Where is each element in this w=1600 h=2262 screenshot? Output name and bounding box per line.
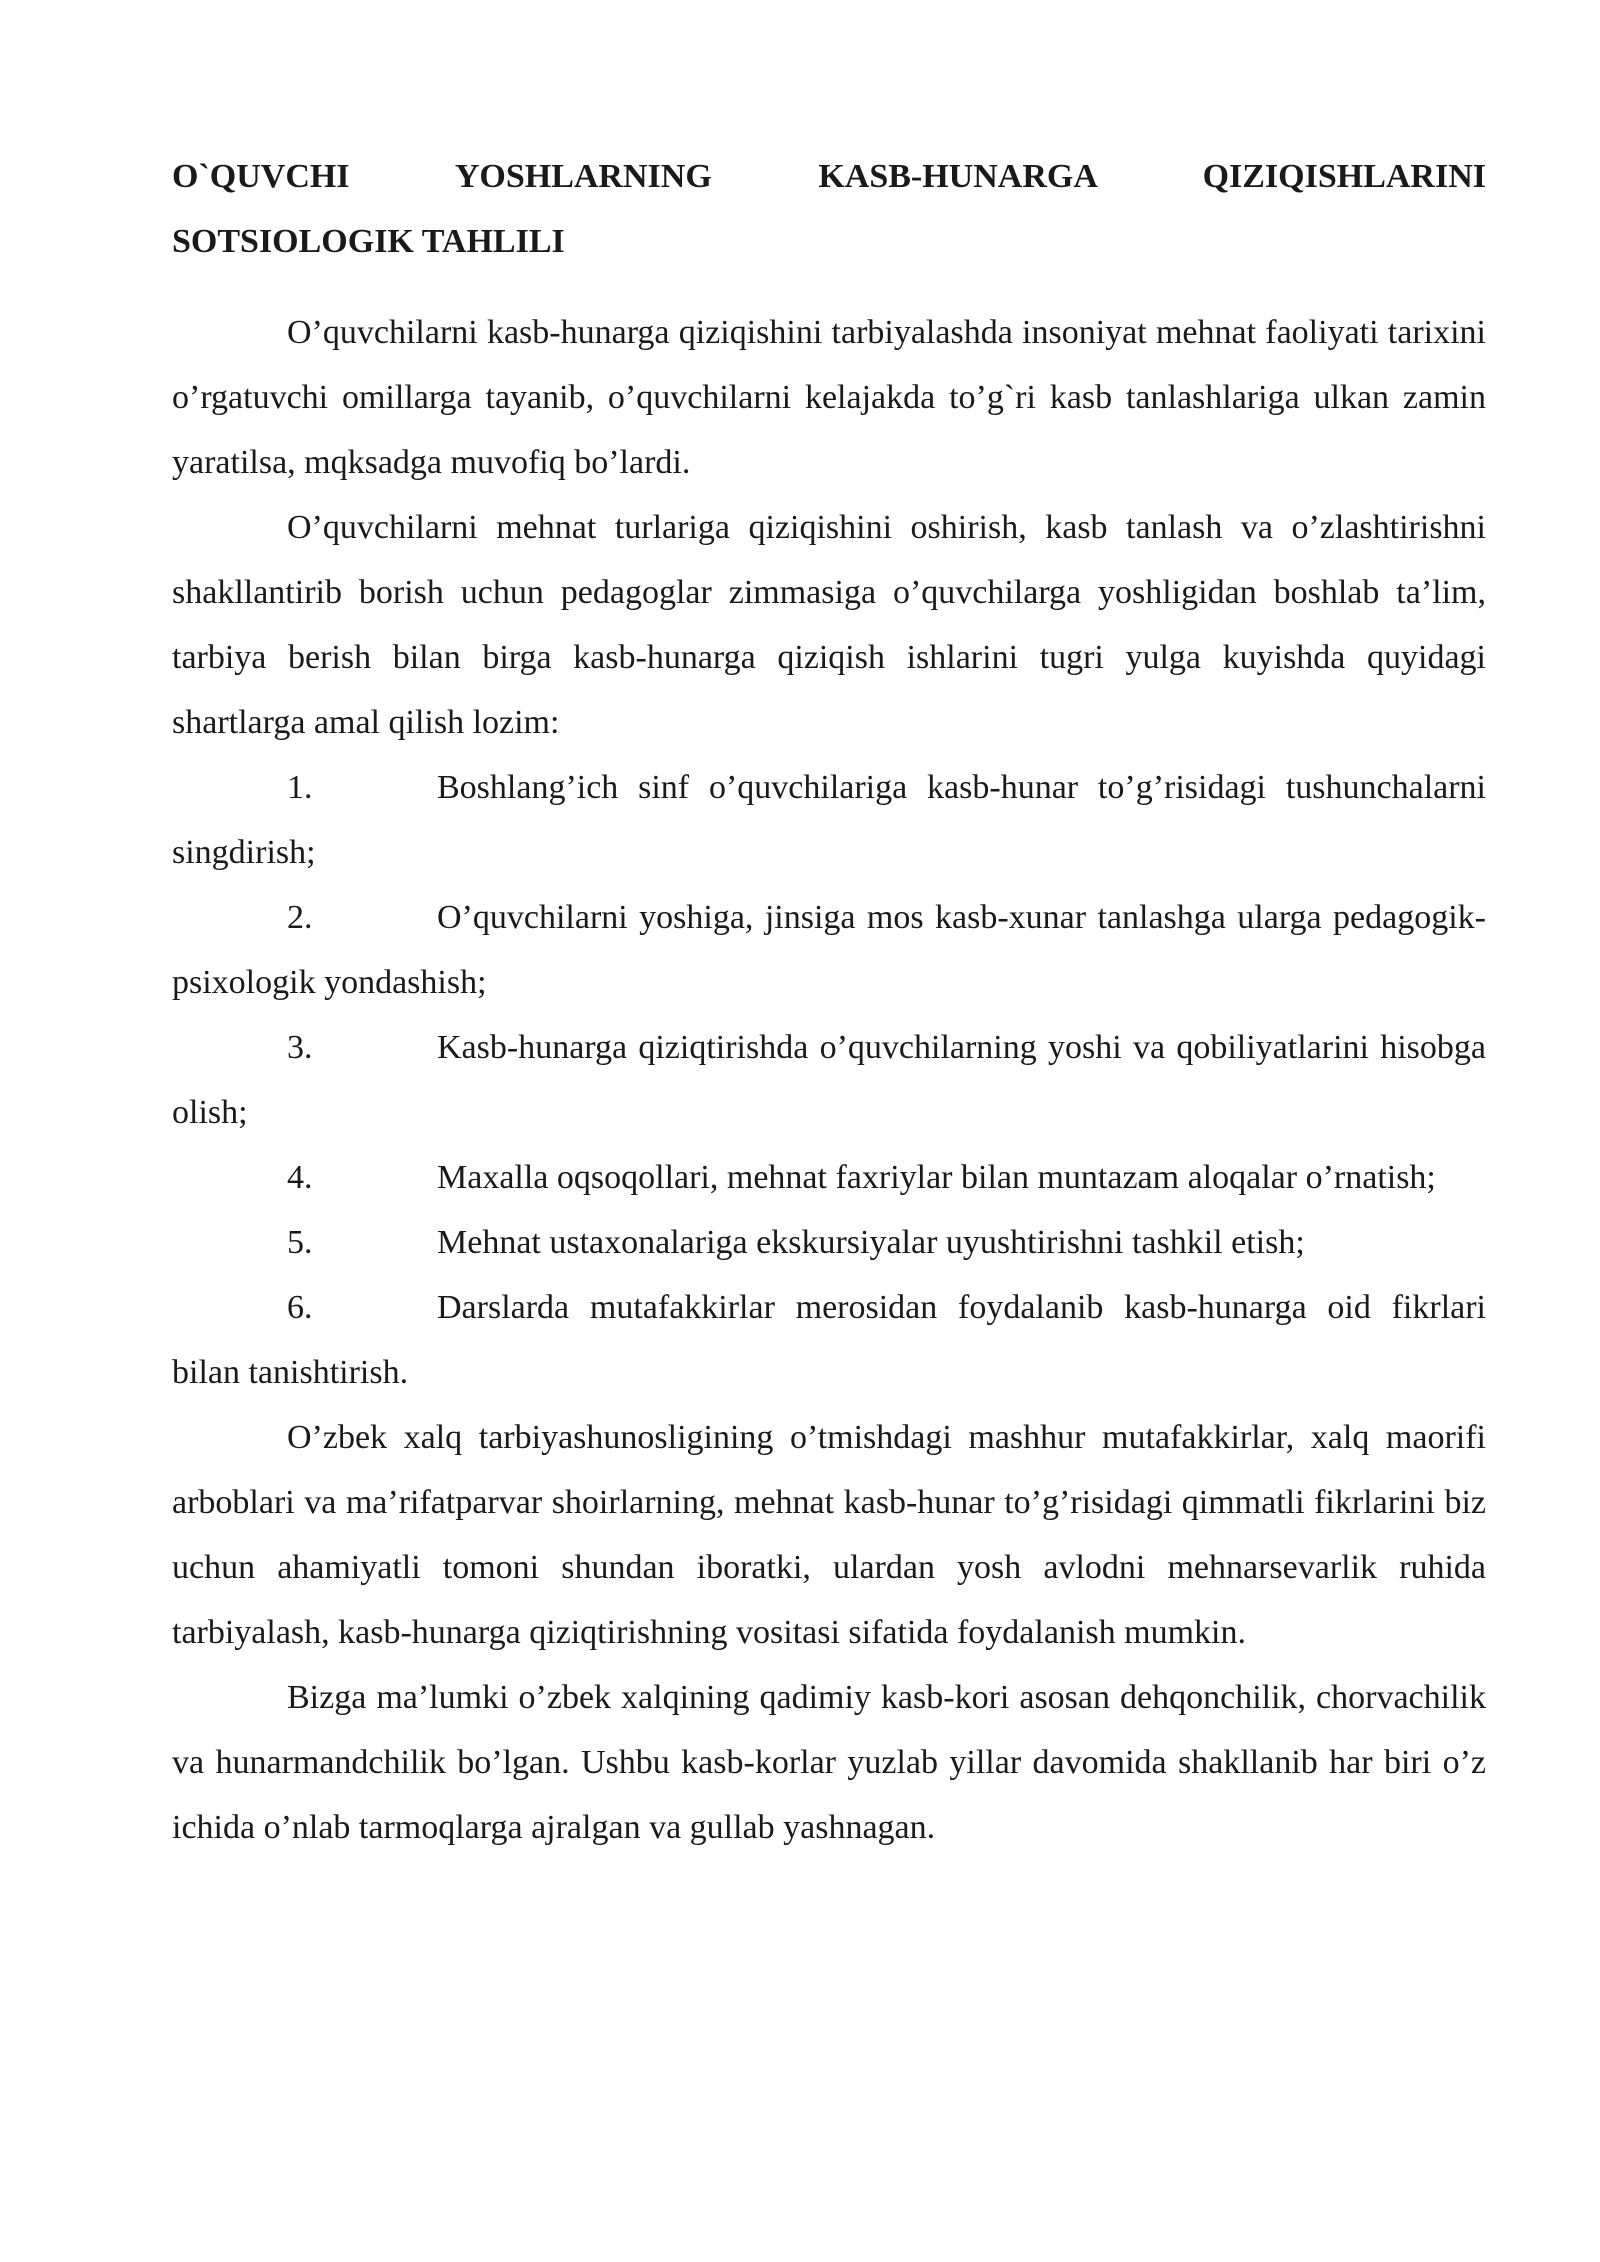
paragraph-conditions: O’quvchilarni mehnat turlariga qiziqishini oshirish, kasb tanlash va o’zlashtirishni shakllantirib borish uchun pedagoglar zimmasiga o’quvchilarga yoshligidan boshlab ta’lim, tarbiya berish bilan birga kasb-hunarga qiziqish ishlarini tugri yulga kuyishda quyidagi shartlarga amal qilish lozim: — [172, 509, 1486, 741]
list-item-number: 1. — [287, 769, 313, 806]
paragraph-thinkers: O’zbek xalq tarbiyashunosligining o’tmishdagi mashhur mutafakkirlar, xalq maorifi arboblari va ma’rifatparvar shoirlarning, mehnat kasb-hunar to’g’risidagi qimmatli fikrlarini biz uchun ahamiyatli tomoni shundan iboratki, ulardan yosh avlodni mehnarsevarlik ruhida tarbiyalash, kasb-hunarga qiziqtirishning vositasi sifatida foydalanish mumkin. — [172, 1419, 1486, 1651]
list-item-number: 4. — [287, 1159, 313, 1196]
document-title — [172, 144, 1486, 274]
list-item-text: Darslarda mutafakkirlar merosidan foydalanib kasb-hunarga oid fikrlari bilan tanishtirish. — [172, 1289, 1486, 1391]
list-item — [172, 1210, 1486, 1275]
document-body — [172, 144, 1486, 1860]
list-item — [172, 755, 1486, 885]
list-item — [172, 1015, 1486, 1145]
list-item-number: 6. — [287, 1289, 313, 1326]
conditions-list — [172, 755, 1486, 1405]
document-title-line-2: SOTSIOLOGIK TAHLILI — [172, 223, 565, 260]
list-item-number: 5. — [287, 1224, 313, 1261]
list-item-text: Boshlang’ich sinf o’quvchilariga kasb-hunar to’g’risidagi tushunchalarni singdirish; — [172, 769, 1486, 871]
list-item-text: O’quvchilarni yoshiga, jinsiga mos kasb-xunar tanlashga ularga pedagogik-psixologik yondashish; — [172, 899, 1486, 1001]
paragraph-intro: O’quvchilarni kasb-hunarga qiziqishini tarbiyalashda insoniyat mehnat faoliyati tarixini o’rgatuvchi omillarga tayanib, o’quvchilarni kelajakda to’g`ri kasb tanlashlariga ulkan zamin yaratilsa, mqksadga muvofiq bo’lardi. — [172, 314, 1486, 481]
paragraph-crafts: Bizga ma’lumki o’zbek xalqining qadimiy kasb-kori asosan dehqonchilik, chorvachilik va hunarmandchilik bo’lgan. Ushbu kasb-korlar yuzlab yillar davomida shakllanib har biri o’z ichida o’nlab tarmoqlarga ajralgan va gullab yashnagan. — [172, 1679, 1486, 1846]
list-item — [172, 1275, 1486, 1405]
list-item-text: Mehnat ustaxonalariga ekskursiyalar uyushtirishni tashkil etish; — [437, 1224, 1305, 1261]
document-title-line-1: O`QUVCHI YOSHLARNING KASB-HUNARGA QIZIQISHLARINI — [172, 158, 1486, 195]
list-item — [172, 885, 1486, 1015]
list-item — [172, 1145, 1486, 1210]
list-item-number: 2. — [287, 899, 313, 936]
list-item-number: 3. — [287, 1029, 313, 1066]
list-item-text: Kasb-hunarga qiziqtirishda o’quvchilarning yoshi va qobiliyatlarini hisobga olish; — [172, 1029, 1486, 1131]
list-item-text: Maxalla oqsoqollari, mehnat faxriylar bilan muntazam aloqalar o’rnatish; — [437, 1159, 1436, 1196]
